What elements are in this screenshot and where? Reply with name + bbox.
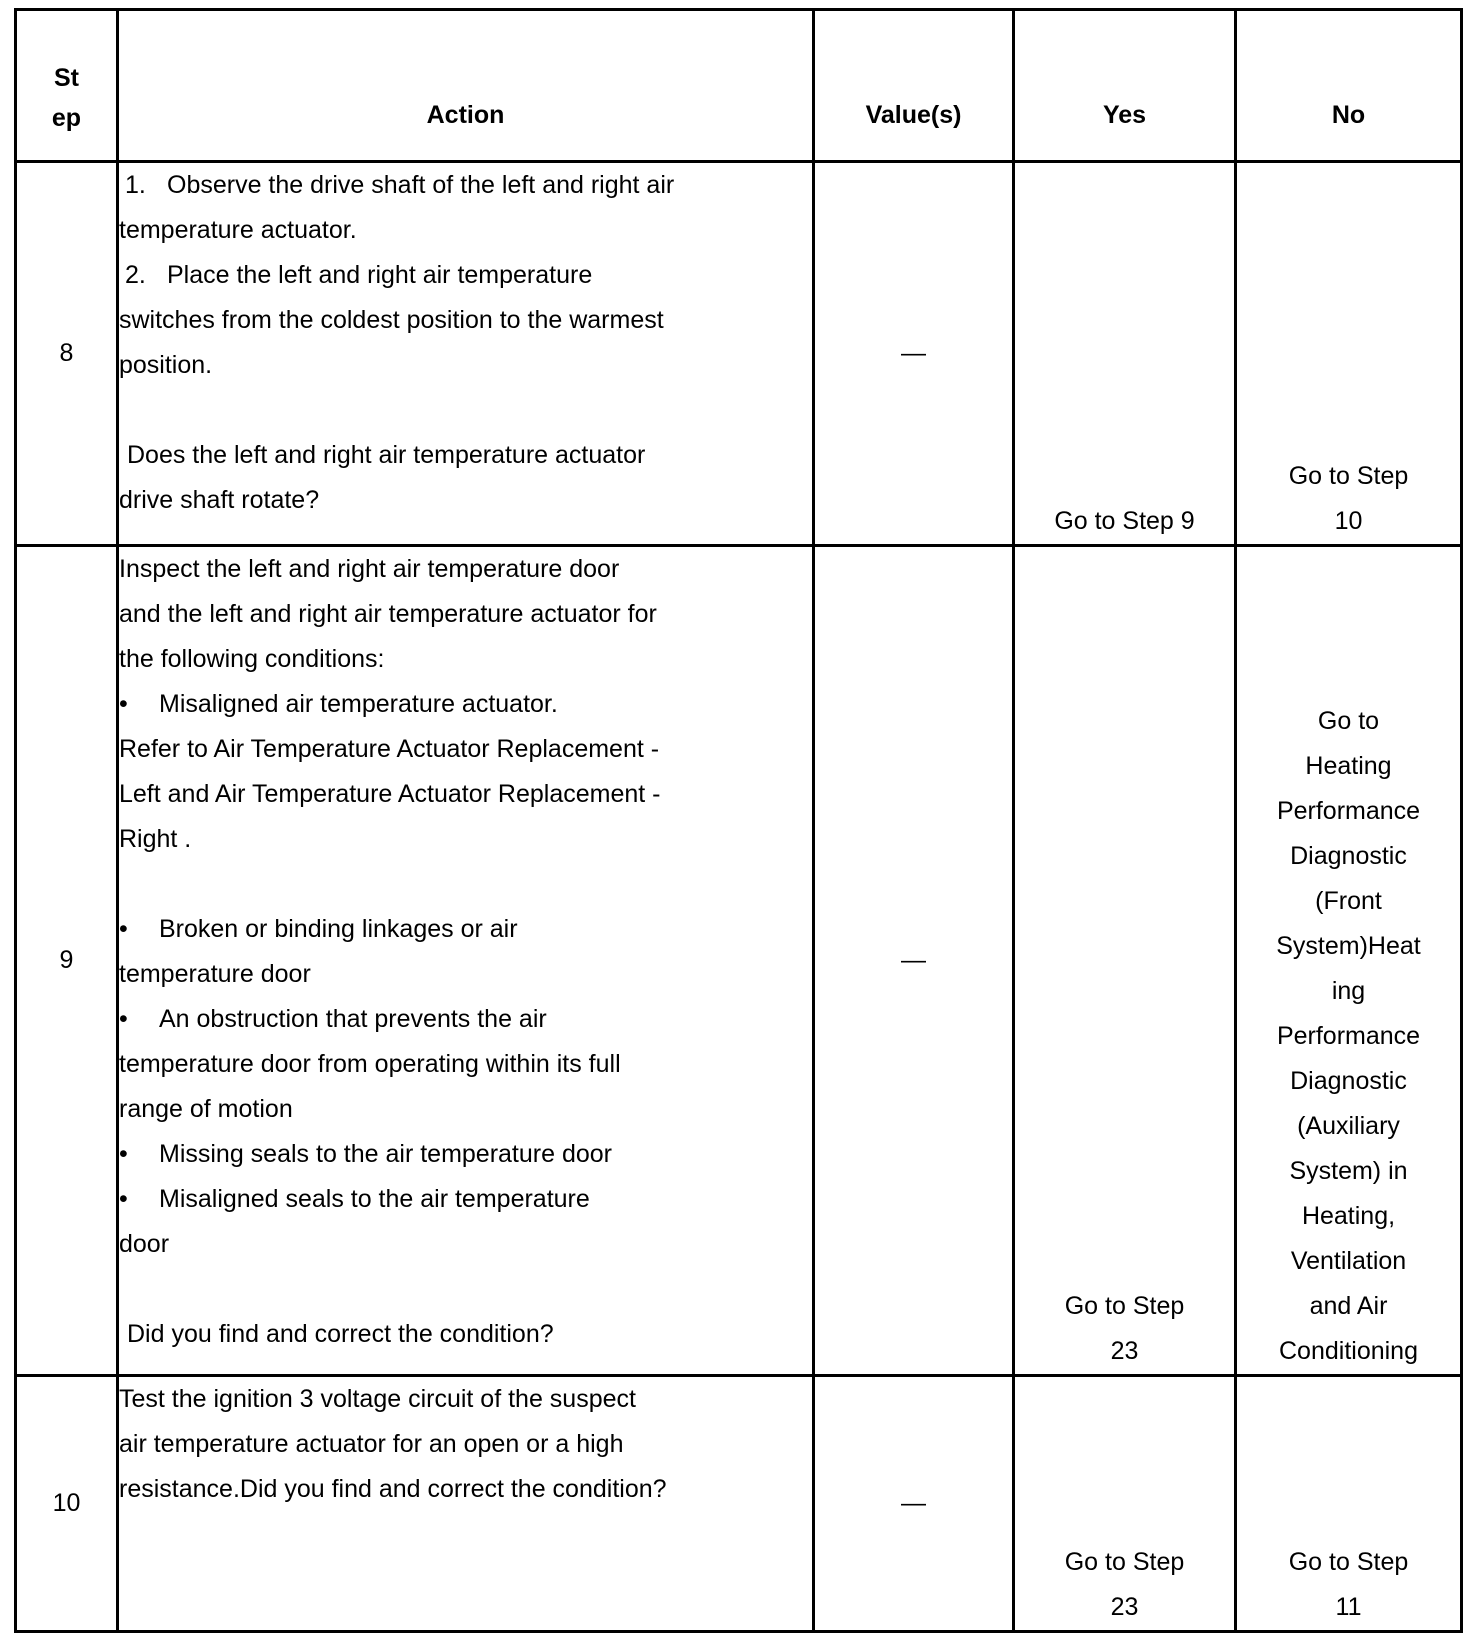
value-cell: — [814, 546, 1014, 1376]
no-text: System) in [1289, 1157, 1408, 1185]
action-question: drive shaft rotate? [119, 486, 320, 514]
bullet-item [119, 1132, 812, 1177]
no-cell [1236, 1376, 1462, 1632]
action-text: air temperature actuator for an open or a high [119, 1430, 624, 1458]
table-header-row [16, 10, 1462, 162]
no-text: (Front [1315, 887, 1382, 915]
action-reference: Refer to Air Temperature Actuator Replacement - [119, 735, 660, 763]
header-step [16, 10, 118, 162]
no-text: Go to [1317, 707, 1380, 735]
header-no: No [1236, 10, 1462, 162]
action-text: the following conditions: [119, 645, 385, 673]
action-text: Place the left and right air temperature [167, 261, 593, 289]
action-text: range of motion [119, 1095, 293, 1123]
bullet-icon: • [119, 1140, 128, 1168]
action-item-2 [119, 253, 812, 298]
bullet-icon: • [119, 915, 128, 943]
no-text: 11 [1335, 1593, 1362, 1621]
action-text: temperature door from operating within its full [119, 1050, 621, 1078]
header-step-label: St ep [51, 64, 82, 132]
step-number: 8 [16, 162, 118, 546]
no-cell [1236, 546, 1462, 1376]
item-number: 1. [125, 171, 146, 199]
action-text: Inspect the left and right air temperature door [119, 555, 620, 583]
bullet-icon: • [119, 1005, 128, 1033]
item-number: 2. [125, 261, 146, 289]
yes-cell [1014, 1376, 1236, 1632]
value-cell: — [814, 162, 1014, 546]
yes-text: Go to Step 9 [1054, 507, 1195, 535]
no-text: Performance [1276, 1022, 1421, 1050]
step-number: 10 [16, 1376, 118, 1632]
action-question: Did you find and correct the condition? [127, 1320, 554, 1348]
no-text: Go to Step [1288, 462, 1409, 490]
bullet-icon: • [119, 1185, 128, 1213]
no-text: Heating [1305, 752, 1392, 780]
table-row-step-10 [16, 1376, 1462, 1632]
spacer [119, 862, 812, 907]
bullet-item [119, 1177, 812, 1222]
action-text: Misaligned seals to the air temperature [159, 1185, 590, 1213]
action-text: switches from the coldest position to the warmest [119, 306, 664, 334]
action-cell [118, 162, 814, 546]
action-reference: Right . [119, 825, 192, 853]
action-text: door [119, 1230, 170, 1258]
action-text: Missing seals to the air temperature door [159, 1140, 612, 1168]
action-text: temperature actuator. [119, 216, 357, 244]
no-text: ing [1331, 977, 1366, 1005]
action-text: temperature door [119, 960, 311, 988]
action-text: resistance.Did you find and correct the condition? [119, 1475, 667, 1503]
yes-text: Go to Step [1064, 1548, 1185, 1576]
diagnostic-table [14, 8, 1463, 1633]
action-reference: Left and Air Temperature Actuator Replacement - [119, 780, 661, 808]
bullet-item [119, 997, 812, 1042]
bullet-icon: • [119, 690, 128, 718]
no-text: Conditioning [1279, 1337, 1418, 1365]
action-text: Misaligned air temperature actuator. [159, 690, 558, 718]
action-text: and the left and right air temperature actuator for [119, 600, 657, 628]
header-action: Action [118, 10, 814, 162]
table-row-step-9 [16, 546, 1462, 1376]
action-cell [118, 1376, 814, 1632]
action-text: Observe the drive shaft of the left and right air [167, 171, 675, 199]
action-text: Test the ignition 3 voltage circuit of the suspect [119, 1385, 636, 1413]
no-text: 10 [1334, 507, 1363, 535]
header-yes: Yes [1014, 10, 1236, 162]
spacer [119, 388, 812, 433]
yes-text: Go to Step [1064, 1292, 1185, 1320]
yes-cell [1014, 546, 1236, 1376]
step-number: 9 [16, 546, 118, 1376]
action-text: position. [119, 351, 213, 379]
action-question: Does the left and right air temperature actuator [127, 441, 646, 469]
yes-text: 23 [1110, 1337, 1139, 1365]
action-cell [118, 546, 814, 1376]
bullet-item [119, 907, 812, 952]
action-text: An obstruction that prevents the air [159, 1005, 547, 1033]
action-item-1 [119, 163, 812, 208]
no-text: Diagnostic [1290, 842, 1407, 870]
action-text: Broken or binding linkages or air [159, 915, 518, 943]
table-row-step-8 [16, 162, 1462, 546]
no-text: (Auxiliary [1297, 1112, 1400, 1140]
no-text: System)Heat [1276, 932, 1421, 960]
no-text: Go to Step [1288, 1548, 1409, 1576]
yes-cell [1014, 162, 1236, 546]
value-cell: — [814, 1376, 1014, 1632]
spacer [119, 1267, 812, 1312]
no-cell [1236, 162, 1462, 546]
yes-text: 23 [1110, 1593, 1139, 1621]
no-text: Performance [1276, 797, 1421, 825]
no-text: and Air [1309, 1292, 1388, 1320]
no-text: Ventilation [1290, 1247, 1407, 1275]
bullet-item [119, 682, 812, 727]
header-values: Value(s) [814, 10, 1014, 162]
no-text: Diagnostic [1290, 1067, 1407, 1095]
no-text: Heating, [1301, 1202, 1396, 1230]
